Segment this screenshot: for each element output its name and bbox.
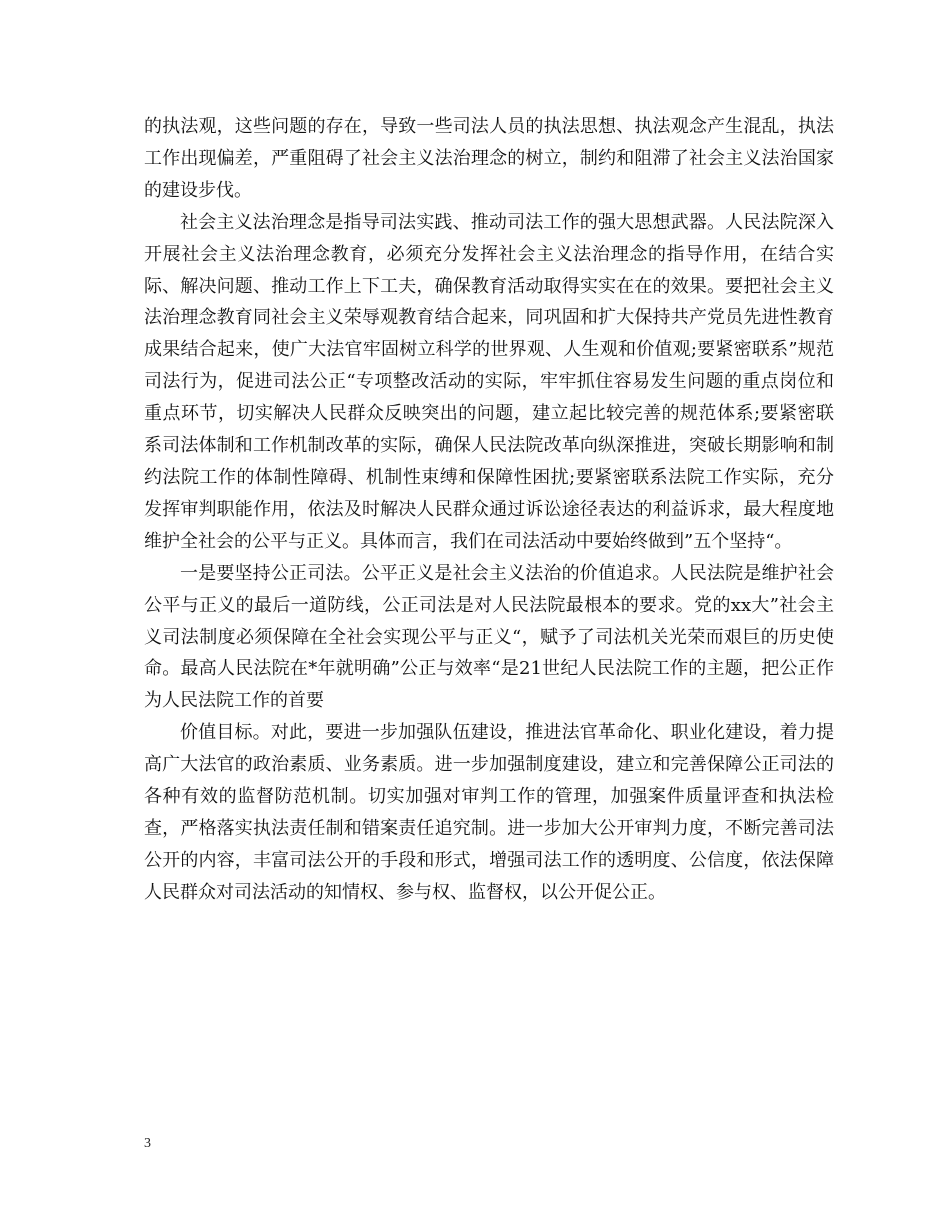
document-body — [144, 111, 834, 909]
paragraph-1: 的执法观，这些问题的存在，导致一些司法人员的执法思想、执法观念产生混乱，执法工作出现偏差，严重阻碍了社会主义法治理念的树立，制约和阻滞了社会主义法治国家的建设步伐。 — [144, 116, 834, 201]
paragraph-3: 一是要坚持公正司法。公平正义是社会主义法治的价值追求。人民法院是维护社会公平与正义的最后一道防线，公正司法是对人民法院最根本的要求。党的xx大”社会主义司法制度必须保障在全社会实现公平与正义“，赋予了司法机关光荣而艰巨的历史使命。最高人民法院在*年就明确”公正与效率“是21世纪人民法院工作的主题，把公正作为人民法院工作的首要 — [144, 562, 834, 712]
paragraph-2: 社会主义法治理念是指导司法实践、推动司法工作的强大思想武器。人民法院深入开展社会主义法治理念教育，必须充分发挥社会主义法治理念的指导作用，在结合实际、解决问题、推动工作上下工夫，确保教育活动取得实实在在的效果。要把社会主义法治理念教育同社会主义荣辱观教育结合起来，同巩固和扩大保持共产党员先进性教育成果结合起来，使广大法官牢固树立科学的世界观、人生观和价值观;要紧密联系”规范司法行为，促进司法公正“专项整改活动的实际，牢牢抓住容易发生问题的重点岗位和重点环节，切实解决人民群众反映突出的问题，建立起比较完善的规范体系;要紧密联系司法体制和工作机制改革的实际，确保人民法院改革向纵深推进，突破长期影响和制约法院工作的体制性障碍、机制性束缚和保障性困扰;要紧密联系法院工作实际，充分发挥审判职能作用，依法及时解决人民群众通过诉讼途径表达的利益诉求，最大程度地维护全社会的公平与正义。具体而言，我们在司法活动中要始终做到”五个坚持“。 — [144, 211, 834, 552]
page-number: 3 — [144, 1136, 151, 1151]
paragraph-4: 价值目标。对此，要进一步加强队伍建设，推进法官革命化、职业化建设，着力提高广大法官的政治素质、业务素质。进一步加强制度建设，建立和完善保障公正司法的各种有效的监督防范机制。切实加强对审判工作的管理，加强案件质量评查和执法检查，严格落实执法责任制和错案责任追究制。进一步加大公开审判力度，不断完善司法公开的内容，丰富司法公开的手段和形式，增强司法工作的透明度、公信度，依法保障人民群众对司法活动的知情权、参与权、监督权，以公开促公正。 — [144, 722, 834, 903]
